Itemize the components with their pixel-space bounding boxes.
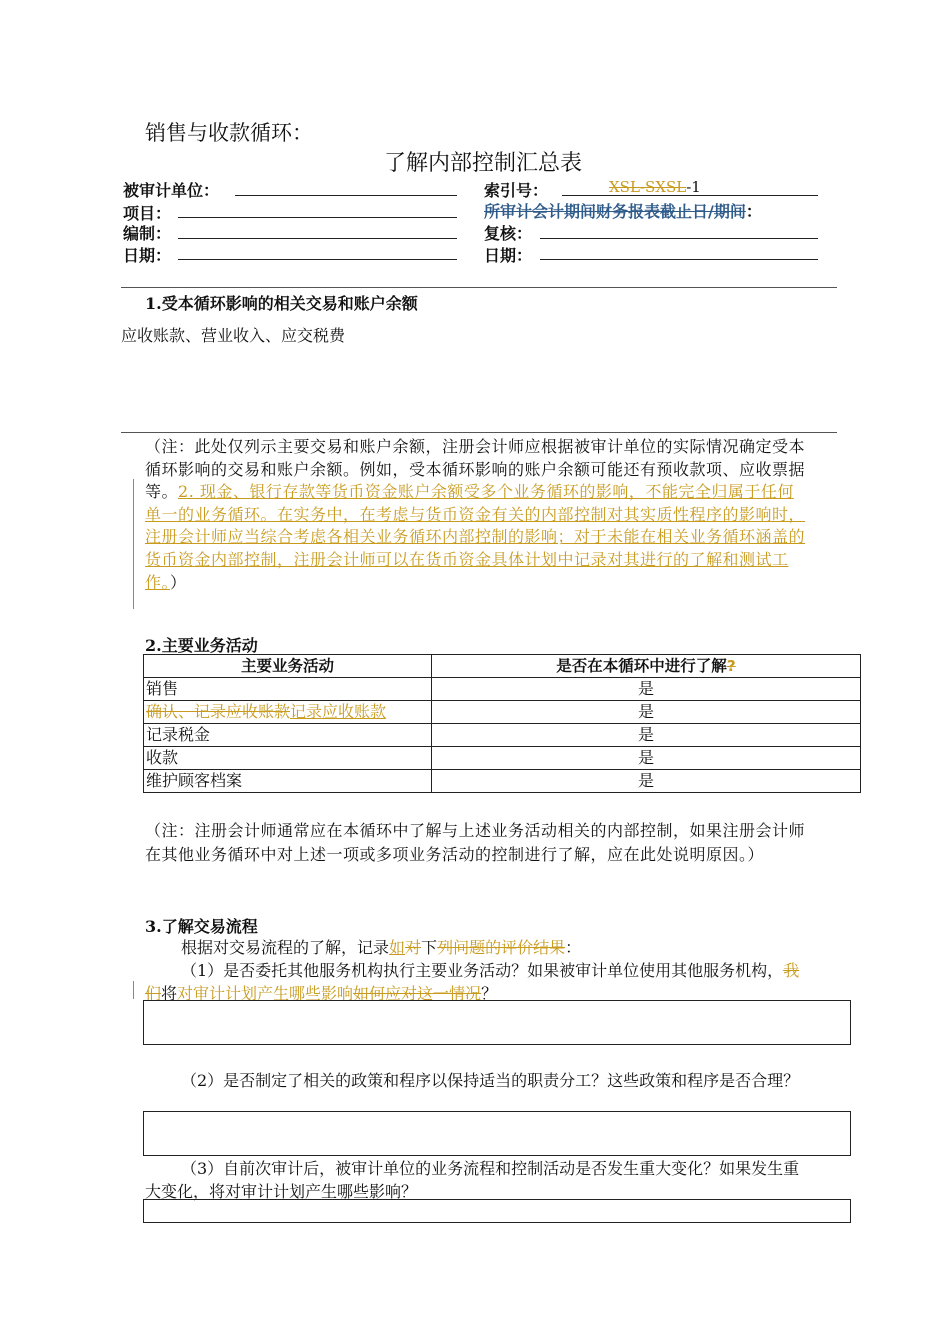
answer-box-1[interactable] xyxy=(143,1000,851,1045)
change-bar xyxy=(133,479,134,609)
change-bar xyxy=(133,981,134,999)
divider xyxy=(121,287,837,288)
field-review-label: 复核： xyxy=(484,224,533,243)
divider xyxy=(121,432,837,433)
field-index-label: 索引号： xyxy=(484,181,549,200)
field-period-label: 所审计会计期间财务报表截止日/期间： xyxy=(484,202,762,221)
cycle-heading: 销售与收款循环： xyxy=(145,121,313,145)
field-date-line[interactable] xyxy=(178,259,457,260)
field-prepared-label: 编制： xyxy=(123,224,172,243)
answer-box-2[interactable] xyxy=(143,1111,851,1156)
question-2: （2）是否制定了相关的政策和程序以保持适当的职责分工？这些政策和程序是否合理？ xyxy=(181,1071,800,1090)
field-project-line[interactable] xyxy=(178,217,457,218)
field-audited-unit-label: 被审计单位： xyxy=(123,181,220,200)
answer-box-3[interactable] xyxy=(143,1199,851,1223)
field-date-label: 日期： xyxy=(123,246,172,265)
field-project-label: 项目： xyxy=(123,204,172,223)
table-row xyxy=(144,701,861,724)
performed-cell: 是 xyxy=(432,747,861,770)
performed-cell: 是 xyxy=(432,724,861,747)
activity-cell: 确认、记录应收账款记录应收账款 xyxy=(144,701,432,724)
col-performed-header: 是否在本循环中进行了解? xyxy=(432,655,861,678)
question-1: （1）是否委托其他服务机构执行主要业务活动？如果被审计单位使用其他服务机构，我们将对审计计划产生哪些影响如何应对这一情况？ xyxy=(145,961,800,1003)
table-row xyxy=(144,724,861,747)
field-index-value: XSL-SXSL-1 xyxy=(609,178,701,196)
section3-intro: 根据对交易流程的了解，记录如对下列问题的评价结果： xyxy=(181,938,582,957)
activity-cell: 销售 xyxy=(144,678,432,701)
activity-cell: 维护顾客档案 xyxy=(144,770,432,793)
question-3: （3）自前次审计后，被审计单位的业务流程和控制活动是否发生重大变化？如果发生重大变化，将对审计计划产生哪些影响？ xyxy=(145,1159,800,1201)
performed-cell: 是 xyxy=(432,701,861,724)
performed-cell: 是 xyxy=(432,770,861,793)
table-header-row xyxy=(144,655,861,678)
col-activity-header: 主要业务活动 xyxy=(144,655,432,678)
section1-heading: 1.受本循环影响的相关交易和账户余额 xyxy=(145,294,418,313)
section2-heading: 2.主要业务活动 xyxy=(145,636,258,655)
field-index-line[interactable] xyxy=(562,195,818,196)
field-date2-line[interactable] xyxy=(540,259,818,260)
section1-note: （注：此处仅列示主要交易和账户余额，注册会计师应根据被审计单位的实际情况确定受本循环影响的交易和账户余额。例如，受本循环影响的账户余额可能还有预收款项、应收票据等。2. 现金、银行存款等货币资金账户余额受多个业务循环的影响，不能完全归属于任何单一的业务循环。在实务中，在考虑与货币资金有关的内部控制对其实质性程序的影响时，注册会计师应当综合考虑各相关业务循环内部控制的影响；对于未能在相关业务循环涵盖的货币资金内部控制，注册会计师可以在货币资金具体计划中记录对其进行的了解和测试工作。） xyxy=(145,437,806,592)
page-title: 了解内部控制汇总表 xyxy=(384,151,583,176)
field-prepared-line[interactable] xyxy=(178,238,457,239)
table-row xyxy=(144,747,861,770)
performed-cell: 是 xyxy=(432,678,861,701)
section3-heading: 3.了解交易流程 xyxy=(145,917,258,936)
section1-accounts: 应收账款、营业收入、应交税费 xyxy=(121,326,346,345)
field-audited-unit-line[interactable] xyxy=(235,195,457,196)
activities-table xyxy=(143,654,861,793)
activity-cell: 收款 xyxy=(144,747,432,770)
activity-cell: 记录税金 xyxy=(144,724,432,747)
section2-note: （注：注册会计师通常应在本循环中了解与上述业务活动相关的内部控制，如果注册会计师在其他业务循环中对上述一项或多项业务活动的控制进行了解，应在此处说明原因。） xyxy=(145,821,806,864)
field-date2-label: 日期： xyxy=(484,246,533,265)
table-row xyxy=(144,770,861,793)
field-review-line[interactable] xyxy=(540,238,818,239)
table-row xyxy=(144,678,861,701)
